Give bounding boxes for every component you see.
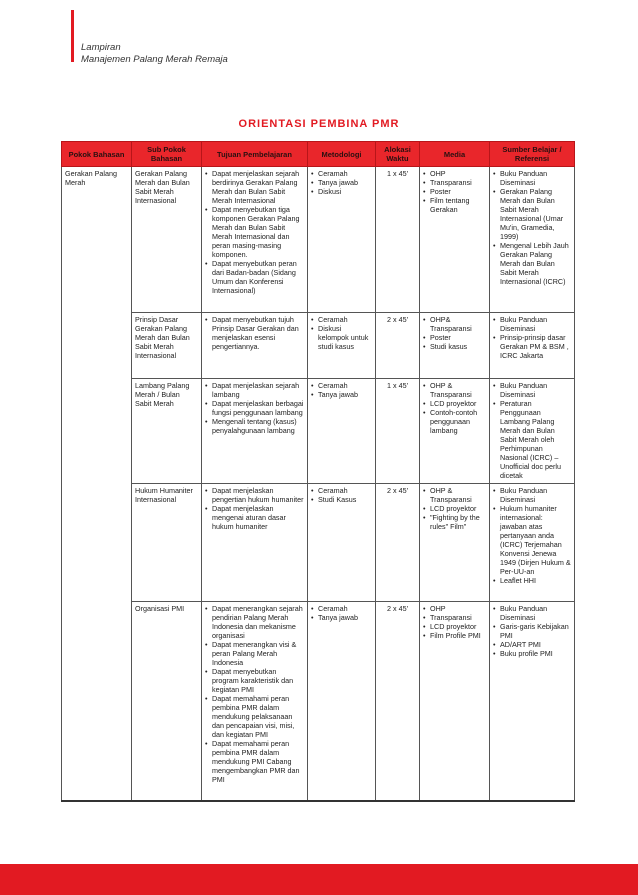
- metodologi-cell: [308, 167, 376, 313]
- media-cell: [420, 379, 490, 484]
- sumber-list: [493, 169, 571, 286]
- metodologi-list: [311, 169, 372, 196]
- tujuan-list: [205, 169, 304, 295]
- media-item: • OHP & Transparansi: [423, 486, 486, 504]
- sumber-item: • Peraturan Penggunaan Lambang Palang Merah dan Bulan Sabit Merah oleh Perhimpunan Nasional (ICRC) – Unofficial doc perlu dicetak: [493, 399, 571, 480]
- tujuan-item: • Dapat memahami peran pembina PMR dalam mendukung PMI Cabang mengembangkan PMR dan PMI: [205, 739, 304, 784]
- tujuan-item: • Dapat menjelaskan sejarah lambang: [205, 381, 304, 399]
- tujuan-cell: [202, 313, 308, 379]
- metodologi-list: [311, 315, 372, 351]
- media-cell: [420, 313, 490, 379]
- sumber-item: • Buku Panduan Diseminasi: [493, 169, 571, 187]
- sumber-item: • Buku Panduan Diseminasi: [493, 315, 571, 333]
- sumber-item: • Leaflet HHI: [493, 576, 571, 585]
- sumber-item: • AD/ART PMI: [493, 640, 571, 649]
- pokok-bahasan-cell: [62, 484, 132, 602]
- alokasi-cell: 2 x 45': [376, 313, 420, 379]
- table-row: [62, 167, 575, 313]
- tujuan-list: [205, 315, 304, 351]
- pokok-bahasan-cell: [62, 379, 132, 484]
- media-item: • OHP: [423, 169, 486, 178]
- metodologi-item: • Tanya jawab: [311, 613, 372, 622]
- metodologi-item: • Tanya jawab: [311, 390, 372, 399]
- tujuan-list: [205, 604, 304, 784]
- sumber-cell: [490, 167, 575, 313]
- metodologi-list: [311, 604, 372, 622]
- tujuan-item: • Dapat menjelaskan berbagai fungsi penggunaan lambang: [205, 399, 304, 417]
- tujuan-item: • Dapat memahami peran pembina PMR dalam mendukung pelaksanaan dan pencapaian visi, misi, dan kegiatan PMI: [205, 694, 304, 739]
- tujuan-item: • Dapat menerangkan visi & peran Palang Merah Indonesia: [205, 640, 304, 667]
- media-cell: [420, 167, 490, 313]
- sumber-cell: [490, 313, 575, 379]
- sub-pokok-cell: Gerakan Palang Merah dan Bulan Sabit Merah Internasional: [132, 167, 202, 313]
- metodologi-cell: [308, 379, 376, 484]
- metodologi-item: • Ceramah: [311, 381, 372, 390]
- sumber-item: • Buku Panduan Diseminasi: [493, 381, 571, 399]
- col-header-sub-pokok: Sub Pokok Bahasan: [132, 142, 202, 167]
- media-item: • Film tentang Gerakan: [423, 196, 486, 214]
- sub-pokok-cell: Lambang Palang Merah / Bulan Sabit Merah: [132, 379, 202, 484]
- tujuan-item: • Dapat menyebutkan program karakteristik dan kegiatan PMI: [205, 667, 304, 694]
- sumber-item: • Garis-garis Kebijakan PMI: [493, 622, 571, 640]
- col-header-metodologi: Metodologi: [308, 142, 376, 167]
- metodologi-cell: [308, 484, 376, 602]
- tujuan-cell: [202, 167, 308, 313]
- pokok-bahasan-cell: Gerakan Palang Merah: [62, 167, 132, 313]
- footer-bar: [0, 864, 638, 895]
- table-header-row: [62, 142, 575, 167]
- tujuan-item: • Dapat menjelaskan sejarah berdirinya Gerakan Palang Merah dan Bulan Sabit Merah Internasional: [205, 169, 304, 205]
- sumber-item: • Hukum humaniter internasional: jawaban atas pertanyaan anda (ICRC) Terjemahan Konvensi Jenewa 1949 (Dirjen Hukum & Per-UU-an: [493, 504, 571, 576]
- sumber-item: • Gerakan Palang Merah dan Bulan Sabit Merah Internasional (Umar Mu'in, Gramedia, 1999): [493, 187, 571, 241]
- page-title: ORIENTASI PEMBINA PMR: [238, 118, 400, 130]
- col-header-sumber: Sumber Belajar / Referensi: [490, 142, 575, 167]
- sumber-cell: [490, 602, 575, 801]
- header-accent-bar: [71, 10, 74, 62]
- tujuan-cell: [202, 379, 308, 484]
- pokok-bahasan-cell: [62, 602, 132, 801]
- sub-pokok-cell: Organisasi PMI: [132, 602, 202, 801]
- tujuan-list: [205, 381, 304, 435]
- col-header-alokasi: Alokasi Waktu: [376, 142, 420, 167]
- tujuan-cell: [202, 484, 308, 602]
- media-item: • Poster: [423, 333, 486, 342]
- sumber-list: [493, 315, 571, 360]
- col-header-tujuan: Tujuan Pembelajaran: [202, 142, 308, 167]
- metodologi-item: • Ceramah: [311, 169, 372, 178]
- media-item: • Studi kasus: [423, 342, 486, 351]
- media-list: [423, 381, 486, 435]
- page-header: [81, 42, 228, 66]
- media-item: • Transparansi: [423, 178, 486, 187]
- media-item: • LCD proyektor: [423, 399, 486, 408]
- media-item: • Transparansi: [423, 613, 486, 622]
- col-header-media: Media: [420, 142, 490, 167]
- metodologi-item: • Studi Kasus: [311, 495, 372, 504]
- alokasi-cell: 2 x 45': [376, 484, 420, 602]
- curriculum-table: [61, 141, 575, 802]
- tujuan-item: • Dapat menjelaskan mengenai aturan dasar hukum humaniter: [205, 504, 304, 531]
- media-list: [423, 169, 486, 214]
- media-item: • OHP & Transparansi: [423, 381, 486, 399]
- metodologi-cell: [308, 313, 376, 379]
- header-line-1: Lampiran: [81, 42, 121, 53]
- metodologi-cell: [308, 602, 376, 801]
- sub-pokok-cell: Prinsip Dasar Gerakan Palang Merah dan Bulan Sabit Merah Internasional: [132, 313, 202, 379]
- media-cell: [420, 484, 490, 602]
- tujuan-item: • Dapat menjelaskan pengertian hukum humaniter: [205, 486, 304, 504]
- table-row: [62, 484, 575, 602]
- media-item: • OHP: [423, 604, 486, 613]
- media-item: • Film Profile PMI: [423, 631, 486, 640]
- metodologi-item: • Diskusi: [311, 187, 372, 196]
- metodologi-list: [311, 486, 372, 504]
- table-row: [62, 379, 575, 484]
- alokasi-cell: 1 x 45': [376, 379, 420, 484]
- sub-pokok-cell: Hukum Humaniter Internasional: [132, 484, 202, 602]
- table-row: [62, 313, 575, 379]
- col-header-pokok: Pokok Bahasan: [62, 142, 132, 167]
- sumber-list: [493, 381, 571, 480]
- media-item: • "Fighting by the rules" Film": [423, 513, 486, 531]
- sumber-item: • Buku Panduan Diseminasi: [493, 604, 571, 622]
- alokasi-cell: 1 x 45': [376, 167, 420, 313]
- pokok-bahasan-cell: [62, 313, 132, 379]
- tujuan-item: • Dapat menyebutkan peran dari Badan-badan (Sidang Umum dan Konferensi Internasional): [205, 259, 304, 295]
- sumber-item: • Prinsip-prinsip dasar Gerakan PM & BSM , ICRC Jakarta: [493, 333, 571, 360]
- sumber-list: [493, 486, 571, 585]
- media-item: • Contoh-contoh penggunaan lambang: [423, 408, 486, 435]
- media-item: • LCD proyektor: [423, 504, 486, 513]
- media-item: • LCD proyektor: [423, 622, 486, 631]
- metodologi-item: • Diskusi kelompok untuk studi kasus: [311, 324, 372, 351]
- metodologi-item: • Ceramah: [311, 315, 372, 324]
- media-list: [423, 604, 486, 640]
- tujuan-item: • Dapat menyebutkan tujuh Prinsip Dasar Gerakan dan menjelaskan esensi pengertiannya.: [205, 315, 304, 351]
- sumber-item: • Buku Panduan Diseminasi: [493, 486, 571, 504]
- alokasi-cell: 2 x 45': [376, 602, 420, 801]
- tujuan-item: • Mengenali tentang (kasus) penyalahgunaan lambang: [205, 417, 304, 435]
- metodologi-item: • Tanya jawab: [311, 178, 372, 187]
- tujuan-list: [205, 486, 304, 531]
- tujuan-item: • Dapat menyebutkan tiga komponen Gerakan Palang Merah dan Bulan Sabit Merah Internasional dan peran masing-masing komponen.: [205, 205, 304, 259]
- media-list: [423, 486, 486, 531]
- media-list: [423, 315, 486, 351]
- sumber-cell: [490, 484, 575, 602]
- media-cell: [420, 602, 490, 801]
- metodologi-list: [311, 381, 372, 399]
- tujuan-cell: [202, 602, 308, 801]
- sumber-item: • Buku profile PMI: [493, 649, 571, 658]
- media-item: • OHP& Transparansi: [423, 315, 486, 333]
- sumber-list: [493, 604, 571, 658]
- metodologi-item: • Ceramah: [311, 486, 372, 495]
- sumber-item: • Mengenal Lebih Jauh Gerakan Palang Merah dan Bulan Sabit Merah Internasional (ICRC): [493, 241, 571, 286]
- sumber-cell: [490, 379, 575, 484]
- tujuan-item: • Dapat menerangkan sejarah pendirian Palang Merah Indonesia dan mekanisme organisasi: [205, 604, 304, 640]
- metodologi-item: • Ceramah: [311, 604, 372, 613]
- header-line-2: Manajemen Palang Merah Remaja: [81, 54, 228, 65]
- media-item: • Poster: [423, 187, 486, 196]
- table-row: [62, 602, 575, 801]
